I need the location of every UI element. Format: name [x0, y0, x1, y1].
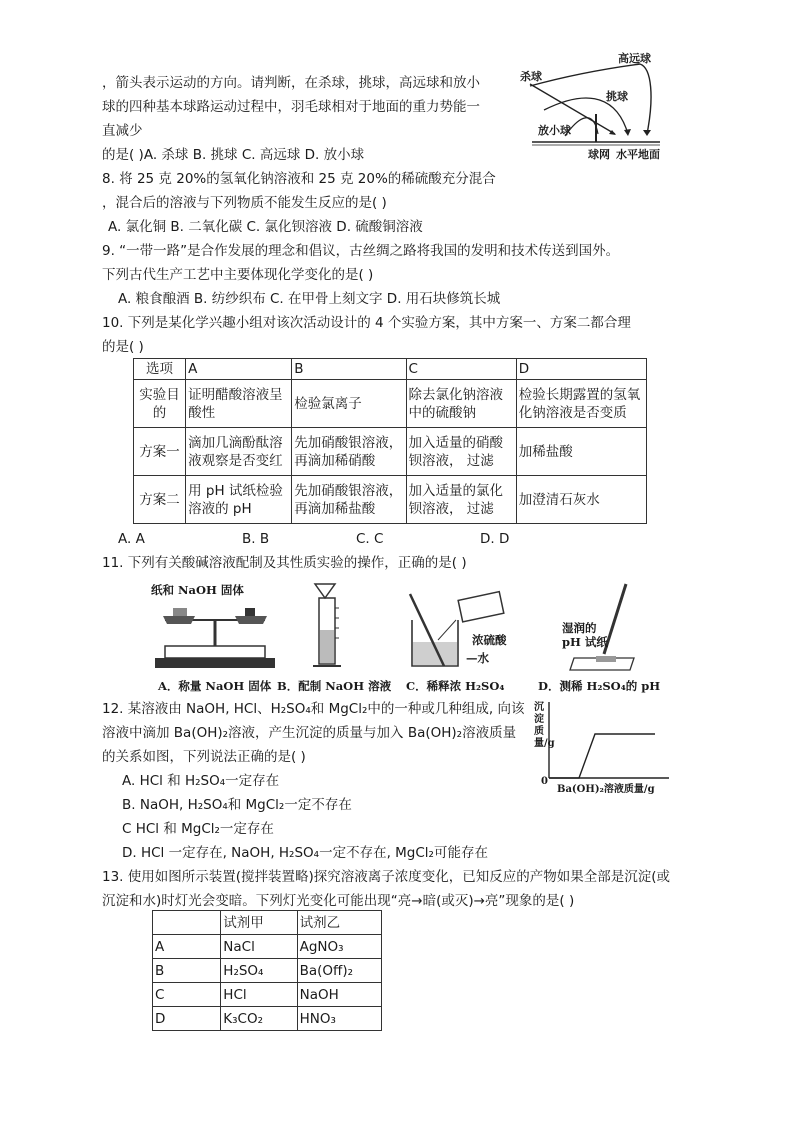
q10-text-line2: 的是( ): [102, 339, 144, 355]
table-cell: B: [153, 959, 221, 983]
label-water: —水: [466, 651, 489, 665]
q12-option-b: B. NaOH, H₂SO₄和 MgCl₂一定不存在: [122, 797, 352, 813]
funnel-icon: [315, 584, 335, 598]
high-path: [530, 64, 640, 86]
table-cell: 实验目的: [134, 380, 186, 428]
table-row: [153, 959, 382, 983]
label-lift: 挑球: [606, 90, 628, 103]
q12-graph: [533, 698, 673, 794]
table-cell: 方案二: [134, 476, 186, 524]
table-row: [153, 935, 382, 959]
table-cell: A: [153, 935, 221, 959]
bottle-icon: [458, 592, 504, 622]
q13-text-line1: 13. 使用如图所示装置(搅拌装置略)探究溶液离子浓度变化，已知反应的产物如果全部是沉淀(或: [102, 869, 671, 885]
caption-a: A．称量 NaOH 固体: [158, 679, 272, 693]
table-cell: AgNO₃: [297, 935, 381, 959]
label-drop: 放小球: [538, 124, 571, 137]
table-cell: 加入适量的硝酸钡溶液， 过滤: [406, 428, 516, 476]
label-ground: 水平地面: [616, 148, 660, 161]
table-cell: 检验长期露置的氢氧化钠溶液是否变质: [516, 380, 646, 428]
table-cell: 证明醋酸溶液呈酸性: [186, 380, 292, 428]
q10-option-d: D. D: [480, 531, 510, 547]
table-cell: [153, 911, 221, 935]
table-cell: 除去氯化钠溶液中的硫酸钠: [406, 380, 516, 428]
q7-text-line4: 的是( )A. 杀球 B. 挑球 C. 高远球 D. 放小球: [102, 147, 365, 163]
pan-left-icon: [163, 616, 195, 624]
graph-origin: 0: [541, 776, 548, 787]
q9-text-line2: 下列古代生产工艺中主要体现化学变化的是( ): [102, 267, 374, 283]
table-cell: D: [516, 359, 646, 380]
q12-option-c: C HCl 和 MgCl₂一定存在: [122, 821, 274, 837]
table-cell: 滴加几滴酚酞溶液观察是否变红: [186, 428, 292, 476]
label-paper-naoh: 纸和 NaOH 固体: [151, 583, 244, 597]
table-cell: Ba(Off)₂: [297, 959, 381, 983]
q12-option-a: A. HCl 和 H₂SO₄一定存在: [122, 773, 280, 789]
q12-text-line2: 溶液中滴加 Ba(OH)₂溶液，产生沉淀的质量与加入 Ba(OH)₂溶液质量: [102, 725, 517, 741]
table-cell: C: [153, 983, 221, 1007]
label-conc-acid: 浓硫酸: [472, 633, 507, 647]
table-row: [134, 359, 647, 380]
table-cell: K₃CO₂: [221, 1007, 297, 1031]
ph-paper-icon: [596, 656, 616, 662]
table-cell: NaOH: [297, 983, 381, 1007]
q7-text-line3: 直减少: [102, 123, 143, 139]
q10-option-c: C. C: [356, 531, 384, 547]
graph-xlabel: Ba(OH)₂溶液质量/g: [557, 784, 655, 795]
q9-text-line1: 9. “一带一路”是合作发展的理念和倡议，古丝绸之路将我国的发明和技术传送到国外。: [102, 243, 620, 259]
table-cell: 先加硝酸银溶液，再滴加稀盐酸: [292, 476, 406, 524]
caption-c: C．稀释浓 H₂SO₄: [406, 679, 505, 693]
balance-base-icon: [155, 658, 275, 668]
q7-text-line1: ，箭头表示运动的方向。请判断，在杀球，挑球，高远球和放小: [102, 75, 480, 91]
q10-option-b: B. B: [242, 531, 270, 547]
caption-d: D．测稀 H₂SO₄的 pH: [538, 679, 661, 693]
table-row: [134, 380, 647, 428]
q12-option-d: D. HCl 一定存在, NaOH, H₂SO₄一定不存在, MgCl₂可能存在: [122, 845, 488, 861]
high-arrow-icon: [643, 130, 651, 136]
q12-text-line1: 12. 某溶液由 NaOH, HCl、H₂SO₄和 MgCl₂中的一种或几种组成, 向该: [102, 701, 525, 717]
table-cell: 试剂乙: [297, 911, 381, 935]
table-row: [153, 983, 382, 1007]
q8-options: A. 氯化铜 B. 二氧化碳 C. 氯化钡溶液 D. 硫酸铜溶液: [108, 219, 423, 235]
table-cell: 选项: [134, 359, 186, 380]
fig-cylinder: [305, 580, 355, 672]
label-high: 高远球: [618, 52, 651, 65]
label-net: 球网: [588, 148, 610, 161]
table-cell: A: [186, 359, 292, 380]
pan-right-icon: [235, 616, 267, 624]
table-cell: D: [153, 1007, 221, 1031]
label-wet: 湿润的: [562, 621, 597, 635]
precipitate-line: [549, 734, 655, 778]
table-cell: 加稀盐酸: [516, 428, 646, 476]
table-cell: H₂SO₄: [221, 959, 297, 983]
q11-text-line1: 11. 下列有关酸碱溶液配制及其性质实验的操作，正确的是( ): [102, 555, 467, 571]
table-cell: HNO₃: [297, 1007, 381, 1031]
q13-table: [152, 910, 382, 1031]
caption-b: B．配制 NaOH 溶液: [277, 679, 392, 693]
fig-ph-test: [560, 580, 650, 672]
weight-icon: [245, 608, 255, 616]
table-row: [153, 1007, 382, 1031]
fig-balance: [145, 580, 285, 672]
q7-text-line2: 球的四种基本球路运动过程中，羽毛球相对于地面的重力势能一: [102, 99, 480, 115]
table-cell: 检验氯离子: [292, 380, 406, 428]
table-row: [153, 911, 382, 935]
badminton-trajectory-figure: [520, 50, 670, 160]
table-cell: 加入适量的氯化钡溶液， 过滤: [406, 476, 516, 524]
table-cell: 方案一: [134, 428, 186, 476]
label-kill: 杀球: [520, 70, 542, 83]
table-cell: 先加硝酸银溶液，再滴加稀硝酸: [292, 428, 406, 476]
table-cell: 加澄清石灰水: [516, 476, 646, 524]
q12-text-line3: 的关系如图，下列说法正确的是( ): [102, 749, 306, 765]
q10-table: [133, 358, 647, 524]
table-cell: HCl: [221, 983, 297, 1007]
q8-text-line2: ，混合后的溶液与下列物质不能发生反应的是( ): [102, 195, 387, 211]
table-cell: NaCl: [221, 935, 297, 959]
table-cell: 试剂甲: [221, 911, 297, 935]
q13-text-line2: 沉淀和水)时灯光会变暗。下列灯光变化可能出现“亮→暗(或灭)→亮”现象的是( ): [102, 893, 575, 909]
table-row: [134, 428, 647, 476]
table-cell: B: [292, 359, 406, 380]
q9-options: A. 粮食酿酒 B. 纺纱织布 C. 在甲骨上刻文字 D. 用石块修筑长城: [118, 291, 501, 307]
fig-dilution: [400, 580, 520, 672]
q8-text-line1: 8. 将 25 克 20%的氢氧化钠溶液和 25 克 20%的稀硫酸充分混合: [102, 171, 496, 187]
q10-option-a: A. A: [118, 531, 145, 547]
graph-ylabel: 沉淀质量/g: [534, 702, 555, 749]
table-cell: 用 pH 试纸检验溶液的 pH: [186, 476, 292, 524]
label-ph-paper: pH 试纸: [562, 635, 608, 649]
table-row: [134, 476, 647, 524]
q10-text-line1: 10. 下列是某化学兴趣小组对该次活动设计的 4 个实验方案，其中方案一、方案二都合理: [102, 315, 631, 331]
table-cell: C: [406, 359, 516, 380]
